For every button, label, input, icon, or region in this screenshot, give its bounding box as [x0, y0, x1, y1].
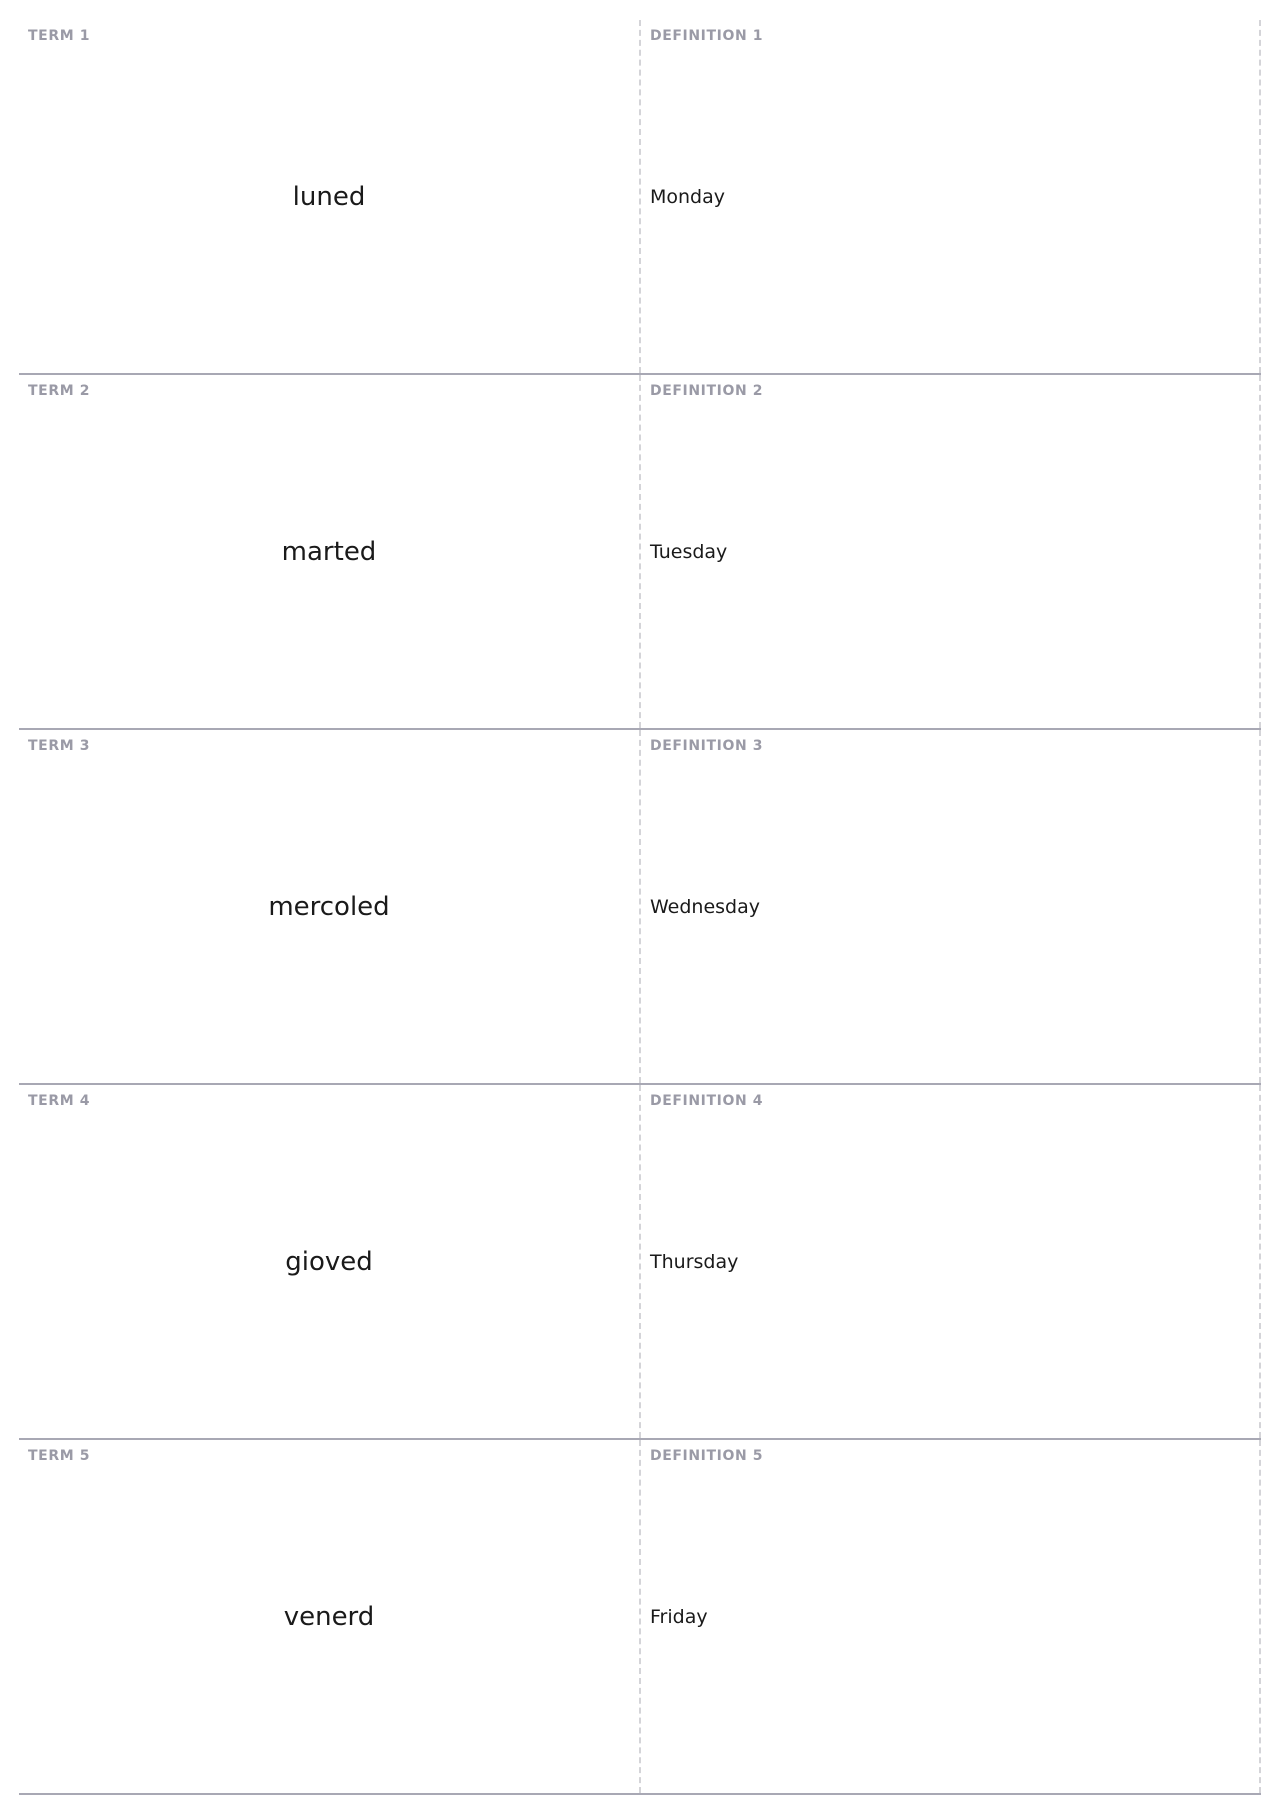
- definition-label: DEFINITION 1: [650, 28, 764, 44]
- definition-cell: [641, 375, 1261, 728]
- flashcard-row: [19, 1085, 1261, 1440]
- term-label: TERM 1: [28, 28, 91, 44]
- term-text: venerd: [283, 1601, 375, 1632]
- definition-cell: [641, 730, 1261, 1083]
- term-label: TERM 5: [28, 1448, 91, 1464]
- term-text: marted: [281, 536, 377, 567]
- term-label: TERM 4: [28, 1093, 91, 1109]
- definition-text: Monday: [650, 185, 726, 208]
- definition-label: DEFINITION 4: [650, 1093, 764, 1109]
- definition-text: Wednesday: [650, 895, 761, 918]
- definition-cell: [641, 1440, 1261, 1793]
- definition-text: Tuesday: [650, 540, 728, 563]
- term-label: TERM 3: [28, 738, 91, 754]
- term-cell: [19, 20, 641, 373]
- definition-cell: [641, 1085, 1261, 1438]
- flashcard-row: [19, 1440, 1261, 1795]
- definition-label: DEFINITION 3: [650, 738, 764, 754]
- flashcard-sheet: [19, 20, 1261, 1795]
- term-cell: [19, 730, 641, 1083]
- term-text: luned: [292, 181, 366, 212]
- definition-text: Friday: [650, 1605, 708, 1628]
- term-text: mercoled: [268, 891, 390, 922]
- definition-label: DEFINITION 5: [650, 1448, 764, 1464]
- term-cell: [19, 1085, 641, 1438]
- term-cell: [19, 1440, 641, 1793]
- flashcard-row: [19, 20, 1261, 375]
- definition-text: Thursday: [650, 1250, 739, 1273]
- definition-label: DEFINITION 2: [650, 383, 764, 399]
- definition-cell: [641, 20, 1261, 373]
- term-text: gioved: [285, 1246, 373, 1277]
- term-label: TERM 2: [28, 383, 91, 399]
- term-cell: [19, 375, 641, 728]
- flashcard-row: [19, 730, 1261, 1085]
- flashcard-row: [19, 375, 1261, 730]
